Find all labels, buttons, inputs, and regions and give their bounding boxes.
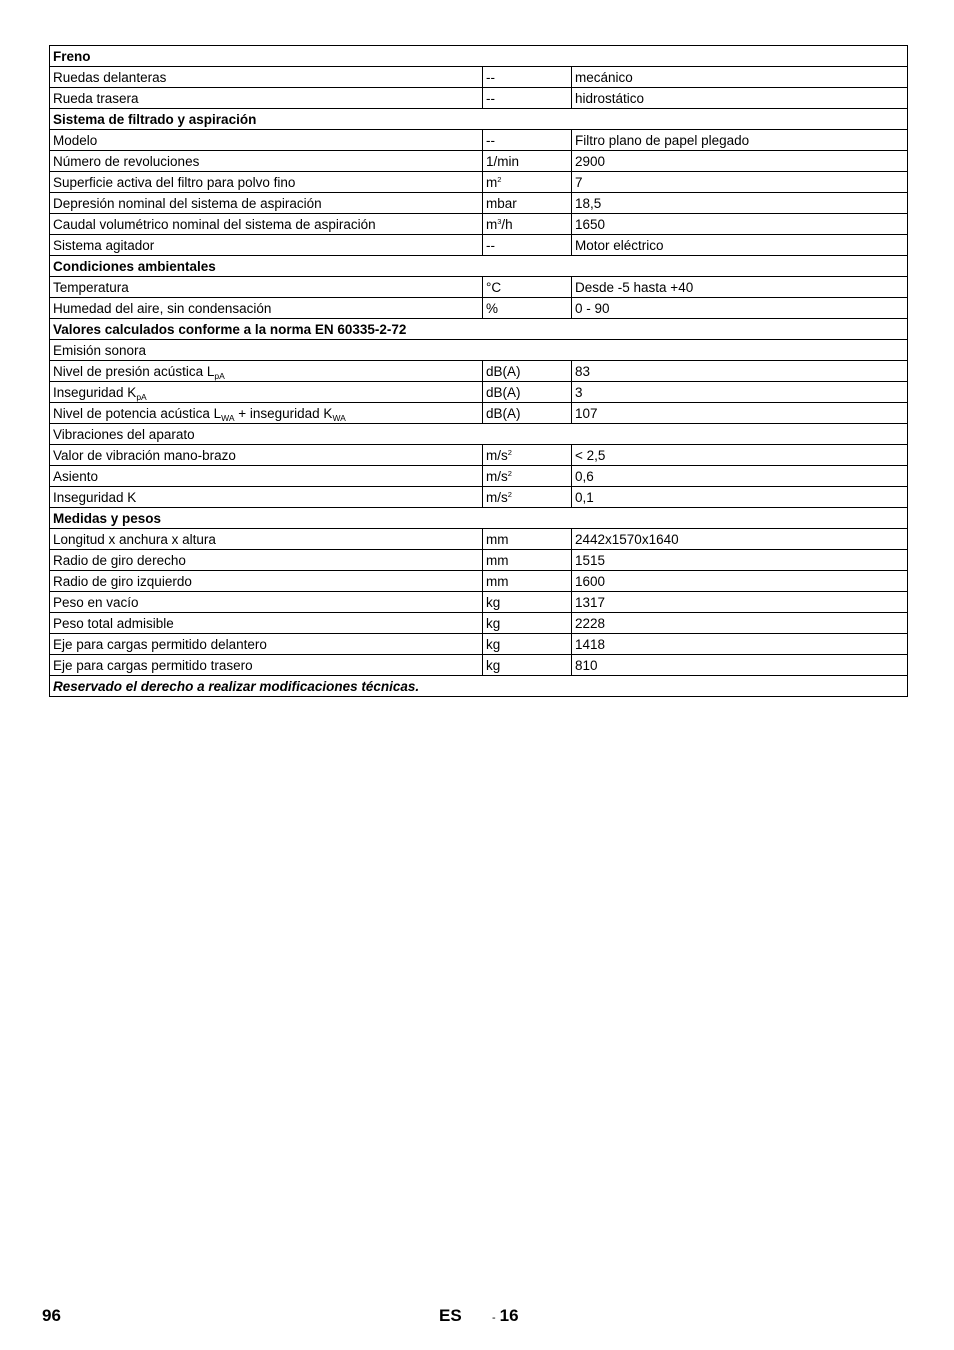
row-value: 2228 bbox=[572, 613, 908, 634]
subheading: Emisión sonora bbox=[50, 340, 908, 361]
section-title: Valores calculados conforme a la norma EN 60335-2-72 bbox=[50, 319, 908, 340]
row-unit: 1/min bbox=[483, 151, 572, 172]
row-value: hidrostático bbox=[572, 88, 908, 109]
row-label: Número de revoluciones bbox=[50, 151, 483, 172]
row-value: Desde -5 hasta +40 bbox=[572, 277, 908, 298]
row-unit bbox=[483, 172, 572, 193]
row-value: 2442x1570x1640 bbox=[572, 529, 908, 550]
sub-page-value: 16 bbox=[499, 1306, 519, 1325]
row-value: 83 bbox=[572, 361, 908, 382]
table-row bbox=[50, 466, 908, 487]
unit-base: m bbox=[486, 216, 498, 232]
row-label: Temperatura bbox=[50, 277, 483, 298]
row-label: Asiento bbox=[50, 466, 483, 487]
table-row bbox=[50, 445, 908, 466]
label-subscript: WA bbox=[221, 412, 235, 423]
unit-superscript: 2 bbox=[507, 468, 512, 478]
table-row bbox=[50, 613, 908, 634]
table-row bbox=[50, 277, 908, 298]
table-row bbox=[50, 151, 908, 172]
subheading-row bbox=[50, 424, 908, 445]
row-unit: -- bbox=[483, 235, 572, 256]
row-label: Valor de vibración mano-brazo bbox=[50, 445, 483, 466]
row-unit: -- bbox=[483, 67, 572, 88]
label-text: Inseguridad K bbox=[53, 384, 137, 400]
row-unit bbox=[483, 214, 572, 235]
sub-page-number bbox=[492, 1306, 519, 1326]
row-unit: -- bbox=[483, 88, 572, 109]
row-unit: mm bbox=[483, 529, 572, 550]
row-value: 1317 bbox=[572, 592, 908, 613]
table-row bbox=[50, 214, 908, 235]
row-label: Peso total admisible bbox=[50, 613, 483, 634]
row-unit: % bbox=[483, 298, 572, 319]
row-label: Longitud x anchura x altura bbox=[50, 529, 483, 550]
row-value: 1600 bbox=[572, 571, 908, 592]
row-value: 1418 bbox=[572, 634, 908, 655]
table-row bbox=[50, 298, 908, 319]
table-row bbox=[50, 655, 908, 676]
row-value: 0,1 bbox=[572, 487, 908, 508]
table-row bbox=[50, 235, 908, 256]
row-value: 0 - 90 bbox=[572, 298, 908, 319]
table-row bbox=[50, 193, 908, 214]
row-label: Radio de giro izquierdo bbox=[50, 571, 483, 592]
row-unit: mm bbox=[483, 550, 572, 571]
row-unit bbox=[483, 445, 572, 466]
language-code: ES bbox=[439, 1306, 462, 1325]
table-row bbox=[50, 382, 908, 403]
table-row bbox=[50, 361, 908, 382]
row-unit: mbar bbox=[483, 193, 572, 214]
row-label: Superficie activa del filtro para polvo fino bbox=[50, 172, 483, 193]
row-unit: dB(A) bbox=[483, 382, 572, 403]
row-label: Depresión nominal del sistema de aspiración bbox=[50, 193, 483, 214]
unit-base: m/s bbox=[486, 468, 508, 484]
row-label bbox=[50, 382, 483, 403]
row-label: Eje para cargas permitido delantero bbox=[50, 634, 483, 655]
page-number: 96 bbox=[42, 1306, 61, 1325]
subheading-row bbox=[50, 340, 908, 361]
unit-base: m/s bbox=[486, 447, 508, 463]
subheading: Vibraciones del aparato bbox=[50, 424, 908, 445]
section-header-row bbox=[50, 319, 908, 340]
row-value: mecánico bbox=[572, 67, 908, 88]
row-unit: dB(A) bbox=[483, 361, 572, 382]
unit-superscript: 3 bbox=[497, 216, 502, 226]
row-label: Peso en vacío bbox=[50, 592, 483, 613]
label-text: Nivel de potencia acústica L bbox=[53, 405, 222, 421]
section-header-row bbox=[50, 508, 908, 529]
row-label bbox=[50, 361, 483, 382]
row-label: Inseguridad K bbox=[50, 487, 483, 508]
unit-base: m/s bbox=[486, 489, 508, 505]
row-label: Caudal volumétrico nominal del sistema de aspiración bbox=[50, 214, 483, 235]
row-value: 3 bbox=[572, 382, 908, 403]
row-unit bbox=[483, 466, 572, 487]
unit-base: m bbox=[486, 174, 498, 190]
row-value: Motor eléctrico bbox=[572, 235, 908, 256]
row-label: Ruedas delanteras bbox=[50, 67, 483, 88]
row-unit: dB(A) bbox=[483, 403, 572, 424]
technical-data-table bbox=[49, 45, 908, 697]
table-row bbox=[50, 550, 908, 571]
section-title: Medidas y pesos bbox=[50, 508, 908, 529]
row-value: 107 bbox=[572, 403, 908, 424]
row-label: Modelo bbox=[50, 130, 483, 151]
row-unit: -- bbox=[483, 130, 572, 151]
row-unit: kg bbox=[483, 655, 572, 676]
row-value: Filtro plano de papel plegado bbox=[572, 130, 908, 151]
table-row bbox=[50, 130, 908, 151]
row-value: 18,5 bbox=[572, 193, 908, 214]
sub-page-dash: - bbox=[492, 1312, 496, 1324]
table-row bbox=[50, 67, 908, 88]
unit-tail: /h bbox=[501, 216, 513, 232]
table-row bbox=[50, 592, 908, 613]
row-unit: °C bbox=[483, 277, 572, 298]
unit-superscript: 2 bbox=[507, 489, 512, 499]
row-value: 1515 bbox=[572, 550, 908, 571]
row-unit: kg bbox=[483, 592, 572, 613]
section-title: Sistema de filtrado y aspiración bbox=[50, 109, 908, 130]
row-unit: kg bbox=[483, 634, 572, 655]
section-header-row bbox=[50, 46, 908, 67]
row-value: < 2,5 bbox=[572, 445, 908, 466]
table-row bbox=[50, 529, 908, 550]
unit-superscript: 2 bbox=[497, 174, 502, 184]
row-value: 810 bbox=[572, 655, 908, 676]
row-unit: kg bbox=[483, 613, 572, 634]
section-title: Condiciones ambientales bbox=[50, 256, 908, 277]
label-subscript: WA bbox=[332, 412, 346, 423]
table-row bbox=[50, 634, 908, 655]
row-label: Rueda trasera bbox=[50, 88, 483, 109]
table-row bbox=[50, 172, 908, 193]
label-text: + inseguridad K bbox=[234, 405, 333, 421]
row-label bbox=[50, 403, 483, 424]
unit-superscript: 2 bbox=[507, 447, 512, 457]
section-header-row bbox=[50, 109, 908, 130]
row-label: Humedad del aire, sin condensación bbox=[50, 298, 483, 319]
label-subscript: pA bbox=[214, 370, 225, 381]
section-title: Freno bbox=[50, 46, 908, 67]
row-label: Eje para cargas permitido trasero bbox=[50, 655, 483, 676]
label-subscript: pA bbox=[136, 391, 147, 402]
row-value: 2900 bbox=[572, 151, 908, 172]
row-label: Sistema agitador bbox=[50, 235, 483, 256]
row-value: 7 bbox=[572, 172, 908, 193]
row-label: Radio de giro derecho bbox=[50, 550, 483, 571]
row-unit bbox=[483, 487, 572, 508]
section-header-row bbox=[50, 256, 908, 277]
table-row bbox=[50, 571, 908, 592]
row-value: 0,6 bbox=[572, 466, 908, 487]
footnote-row bbox=[50, 676, 908, 697]
technical-changes-note: Reservado el derecho a realizar modificaciones técnicas. bbox=[50, 676, 908, 697]
table-row bbox=[50, 88, 908, 109]
row-unit: mm bbox=[483, 571, 572, 592]
table-row bbox=[50, 487, 908, 508]
row-value: 1650 bbox=[572, 214, 908, 235]
label-text: Nivel de presión acústica L bbox=[53, 363, 215, 379]
table-row bbox=[50, 403, 908, 424]
